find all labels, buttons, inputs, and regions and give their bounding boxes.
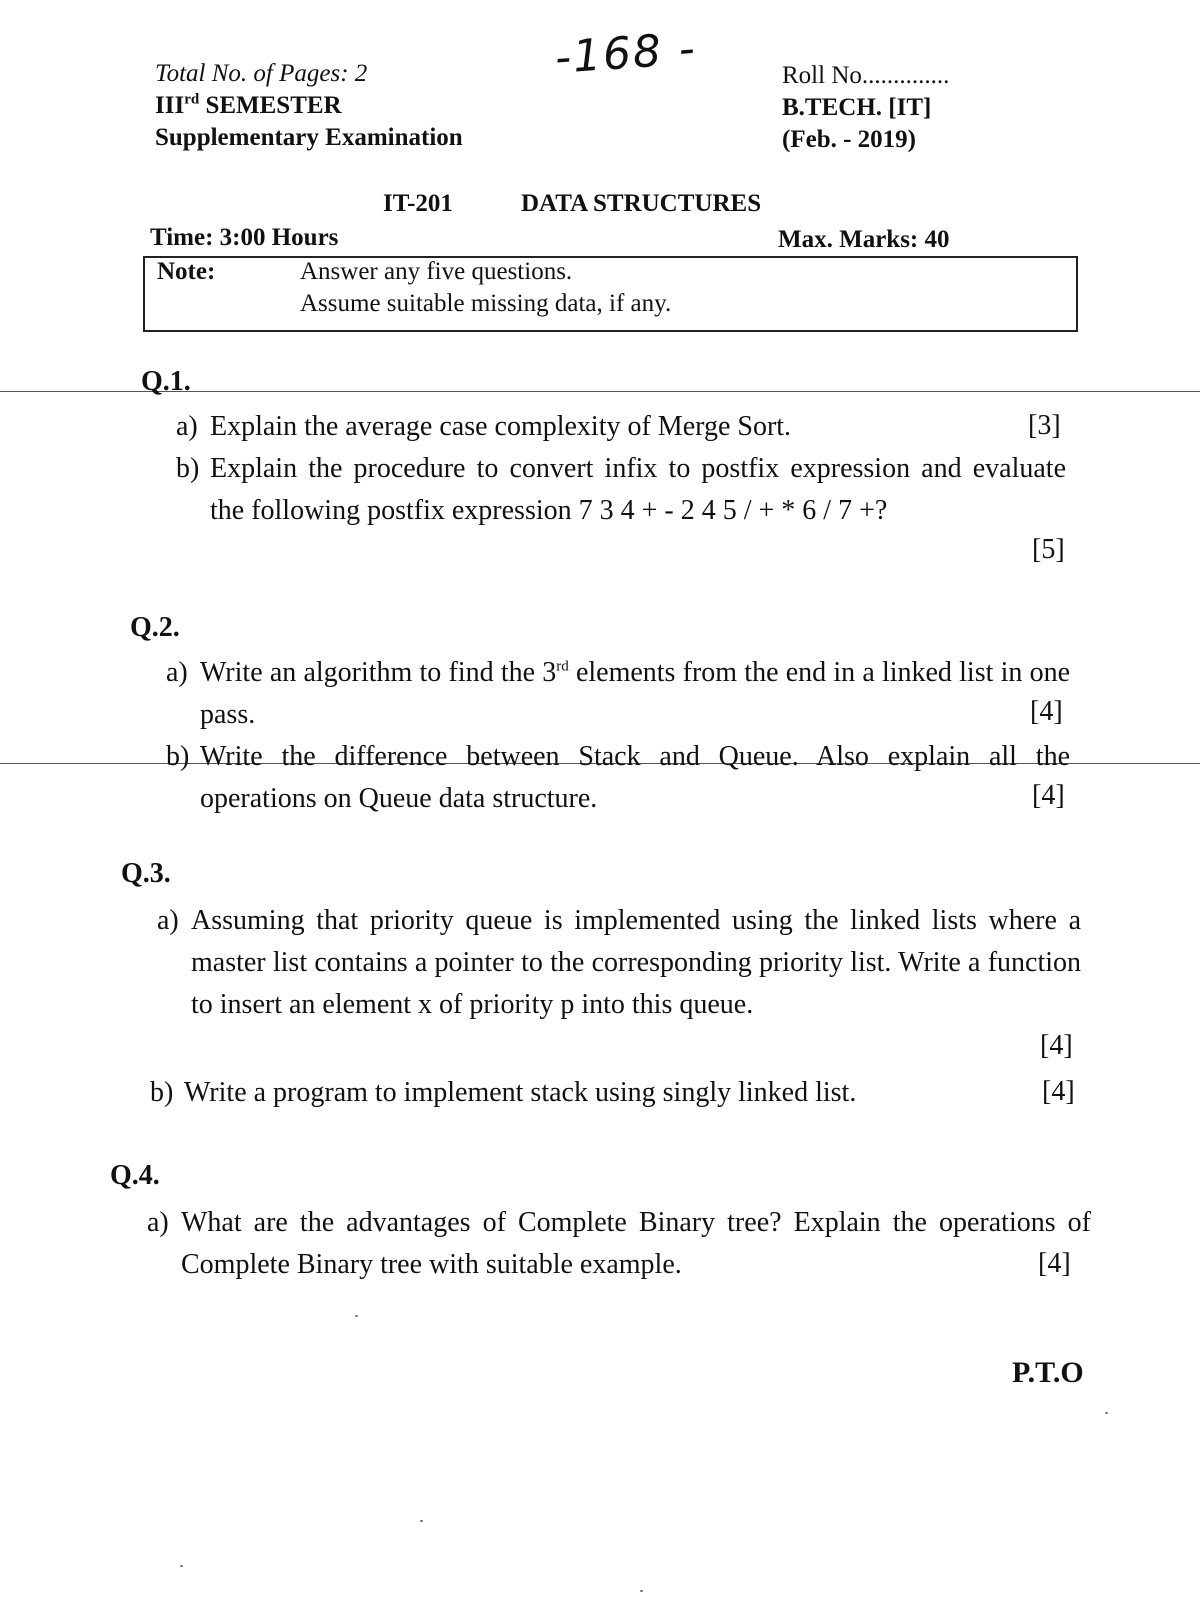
question-label: Q.2. [130, 612, 180, 643]
roll-no: Roll No.............. [782, 62, 950, 89]
question-part [176, 448, 1066, 532]
part-marks: [4] [1042, 1076, 1075, 1107]
note-label: Note: [157, 258, 216, 285]
exam-time: Time: 3:00 Hours [150, 224, 339, 251]
part-text-post: elements from the end in a linked list in one pass. [200, 657, 1070, 730]
semester-superscript: rd [184, 91, 200, 108]
question-label: Q.1. [141, 366, 191, 397]
part-text: Write a program to implement stack using singly linked list. [184, 1077, 857, 1108]
part-letter: b) [150, 1077, 174, 1108]
part-text: Explain the average case complexity of Merge Sort. [210, 411, 792, 442]
semester-word: SEMESTER [199, 92, 342, 119]
note-line-1: Answer any five questions. [300, 258, 573, 285]
question-part [166, 736, 1076, 820]
course-code: IT-201 [383, 190, 453, 217]
part-letter: b) [166, 741, 190, 772]
part-text: Write the difference between Stack and Queue. Also explain all the operations on Queue data structure. [200, 741, 1070, 814]
note-line-2: Assume suitable missing data, if any. [300, 290, 672, 317]
part-text: What are the advantages of Complete Binary tree? Explain the operations of Complete Binary tree with suitable example. [181, 1207, 1091, 1280]
scan-speck [420, 1520, 423, 1522]
part-letter: b) [176, 453, 200, 484]
part-marks: [4] [1032, 780, 1065, 811]
part-marks: [4] [1038, 1248, 1071, 1279]
part-text [200, 652, 1070, 736]
scan-speck [640, 1590, 643, 1592]
part-marks: [4] [1030, 696, 1063, 727]
part-letter: a) [157, 905, 179, 936]
note-box [143, 256, 1078, 332]
part-letter: a) [176, 411, 198, 442]
part-letter: a) [147, 1207, 169, 1238]
scan-speck [355, 1315, 358, 1317]
question-part [176, 406, 1066, 448]
part-marks: [5] [1032, 534, 1065, 565]
scan-speck [180, 1565, 183, 1567]
semester-number: III [155, 92, 185, 119]
part-marks: [4] [1040, 1030, 1073, 1061]
part-text: Explain the procedure to convert infix to postfix expression and evaluate the following postfix expression 7 3 4 + - 2 4 5 / + * 6 / 7 +? [210, 453, 1066, 526]
ordinal-superscript: rd [556, 658, 569, 675]
question-label: Q.3. [121, 858, 171, 889]
max-marks: Max. Marks: 40 [778, 226, 950, 253]
please-turn-over: P.T.O [1012, 1356, 1084, 1389]
total-pages: Total No. of Pages: 2 [155, 60, 368, 87]
question-label: Q.4. [110, 1160, 160, 1191]
question-part [166, 652, 1076, 736]
scan-speck [1105, 1412, 1108, 1414]
handwritten-page-mark: -168 - [553, 23, 699, 84]
exam-date: (Feb. - 2019) [782, 126, 916, 153]
part-letter: a) [166, 657, 188, 688]
question-part [157, 900, 1087, 1026]
program: B.TECH. [IT] [782, 94, 932, 121]
part-text-pre: Write an algorithm to find the 3 [200, 657, 557, 688]
exam-type: Supplementary Examination [155, 124, 463, 151]
course-title: DATA STRUCTURES [521, 190, 762, 217]
semester [155, 90, 342, 122]
question-part [147, 1202, 1097, 1286]
part-text: Assuming that priority queue is implemented using the linked lists where a master list contains a pointer to the corresponding priority list. Write a function to insert an element x of priority p into this queue. [191, 905, 1081, 1020]
part-marks: [3] [1028, 410, 1061, 441]
question-part [150, 1072, 1080, 1114]
